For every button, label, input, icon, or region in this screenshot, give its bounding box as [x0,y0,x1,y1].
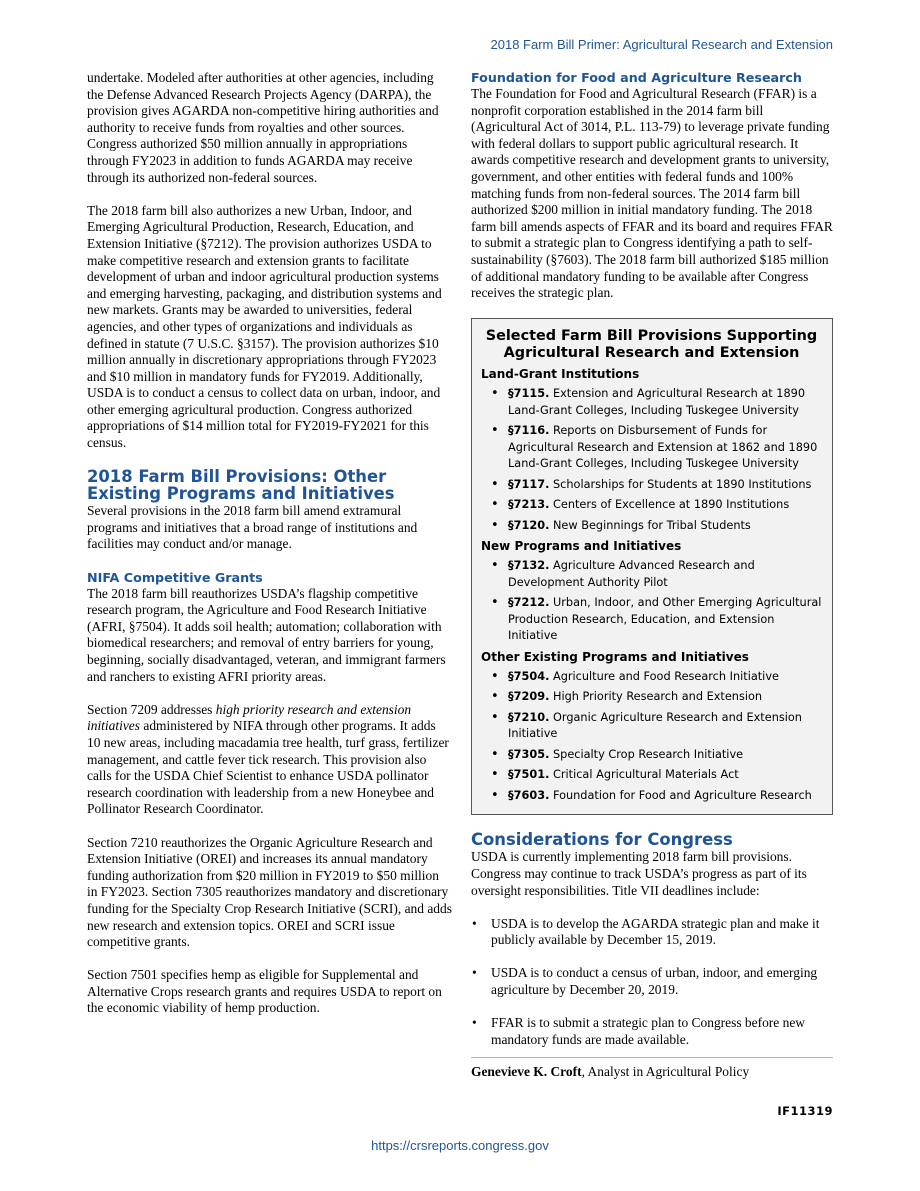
sidebar-provision-item [481,386,822,419]
provision-section-number: §7213. [508,498,550,512]
provision-section-number: §7117. [508,477,550,491]
provision-section-number: §7504. [508,669,550,683]
paragraph-other-programs-intro: Several provisions in the 2018 farm bill amend extramural programs and initiatives that a broad range of institutions and facilities may conduct and/or manage. [87,503,418,552]
sidebar-provision-item [481,497,822,514]
paragraph-section-7501: Section 7501 specifies hemp as eligible for Supplemental and Alternative Crops research grants and requires USDA to report on the economic viability of hemp production. [87,967,442,1016]
provision-section-number: §7305. [508,747,550,761]
provision-section-number: §7212. [508,596,550,610]
paragraph-urban-indoor-initiative: The 2018 farm bill also authorizes a new Urban, Indoor, and Emerging Agricultural Production, Research, Education, and Extension Initiative (§7212). The provision authorizes USDA to make competitive research and extension grants to facilitate development of urban and indoor agricultural production systems and emerging harvesting, packaging, and distribution systems and new markets. Grants may be awarded to universities, federal agencies, and other types of organizations and individuals as defined in statute (7 U.S.C. §3157). The provision authorizes $10 million annually in discretionary appropriations through FY2023 and $10 million in mandatory funds for FY2019. Additionally, USDA is to conduct a census to collect data on urban, indoor, and other emerging agricultural production. Congress authorized appropriations of $14 million total for FY2019-FY2021 for this census. [87,202,442,451]
sidebar-provision-item [481,518,822,535]
sidebar-provision-item [481,788,822,805]
deadline-item: • USDA is to develop the AGARDA strategic plan and make it publicly available by December 15, 2019. [471,916,833,949]
sidebar-provision-item [481,710,822,743]
paragraph-section-7209 [87,702,452,818]
author-name: Genevieve K. Croft [471,1064,582,1080]
provisions-sidebar [471,318,833,815]
provision-title: High Priority Research and Extension [552,690,763,704]
heading-ffar: Foundation for Food and Agriculture Research [471,70,802,85]
footer-url-link[interactable]: https://crsreports.congress.gov [371,1138,549,1153]
heading-other-existing-programs: 2018 Farm Bill Provisions: Other Existing Programs and Initiatives [87,467,395,504]
provision-section-number: §7132. [508,559,550,573]
left-column [87,70,452,1034]
sidebar-provision-item [481,669,822,686]
provision-title: Agriculture and Food Research Initiative [552,669,779,683]
provision-title: Reports on Disbursement of Funds for Agricultural Research and Extension at 1862 and 1890 Land-Grant Colleges, Including Tuskegee University [508,424,818,471]
sidebar-groups [481,366,822,804]
sidebar-provision-item [481,423,822,473]
provision-section-number: §7115. [508,387,550,401]
provision-title: Centers of Excellence at 1890 Institutions [552,498,790,512]
right-column [471,70,833,1081]
provision-section-number: §7209. [508,690,550,704]
provision-title: Critical Agricultural Materials Act [552,768,739,782]
provision-title: Scholarships for Students at 1890 Institutions [552,477,812,491]
sidebar-group-heading: Land-Grant Institutions [481,367,640,382]
paragraph-ffar: The Foundation for Food and Agricultural Research (FFAR) is a nonprofit corporation established in the 2014 farm bill (Agricultural Act of 3014, P.L. 113-79) to leverage private funding with federal dollars to support public agricultural research. It awards competitive research and development grants to university, government, and other entities with federal funds and 100% matching funds from non-federal sources. The 2014 farm bill authorized $200 million in initial mandatory funding. The 2018 farm bill amends aspects of FFAR and its board and requires FFAR to submit a strategic plan to Congress identifying a path to self-sustainability (§7603). The 2018 farm bill authorized $185 million of additional mandatory funding to be available after Congress receives the strategic plan. [471,86,833,301]
document-id: IF11319 [777,1104,833,1118]
sidebar-group-heading: New Programs and Initiatives [481,539,682,554]
provision-title: Organic Agriculture Research and Extension Initiative [508,710,802,741]
deadline-item: • USDA is to conduct a census of urban, indoor, and emerging agriculture by December 20, 2019. [471,965,833,998]
sidebar-title: Selected Farm Bill Provisions Supporting Agricultural Research and Extension [485,328,818,361]
sidebar-provision-item [481,767,822,784]
sidebar-provision-item [481,689,822,706]
heading-considerations-for-congress: Considerations for Congress [471,830,733,850]
sidebar-provision-list [481,558,822,645]
paragraph-section-7210: Section 7210 reauthorizes the Organic Agriculture Research and Extension Initiative (OREI) and increases its annual mandatory funding authorization from $20 million in FY2019 to $50 million in FY2023. Section 7305 reauthorizes mandatory and discretionary funding for the Specialty Crop Research Initiative (SCRI), and adds new research and extension topics. OREI and SCRI issue competitive grants. [87,834,452,950]
provision-title: Agriculture Advanced Research and Development Authority Pilot [508,559,755,589]
provision-title: New Beginnings for Tribal Students [552,518,751,532]
text-7209-emphasis: high priority research and extension initiatives [87,701,412,734]
provision-section-number: §7501. [508,768,550,782]
provision-title: Urban, Indoor, and Other Emerging Agricultural Production Research, Education, and Extension Initiative [508,596,822,643]
provision-section-number: §7210. [508,710,550,724]
sidebar-provision-item [481,477,822,494]
sidebar-provision-item [481,558,822,591]
running-header: 2018 Farm Bill Primer: Agricultural Research and Extension [490,37,833,52]
provision-title: Specialty Crop Research Initiative [552,747,744,761]
provision-title: Foundation for Food and Agriculture Research [552,788,812,802]
deadline-item: • FFAR is to submit a strategic plan to Congress before new mandatory funds are made available. [471,1015,833,1048]
paragraph-agarda-authorities: undertake. Modeled after authorities at other agencies, including the Defense Advanced Research Projects Agency (DARPA), the provision gives AGARDA non-competitive hiring authorities and authority to receive funds from royalties and other sources. Congress authorized $50 million annually in appropriations through FY2023 in addition to funds AGARDA may receive through its authorized non-federal sources. [87,70,439,185]
sidebar-provision-list [481,669,822,805]
provision-section-number: §7603. [508,788,550,802]
provision-section-number: §7120. [508,518,550,532]
heading-nifa-competitive-grants: NIFA Competitive Grants [87,569,263,585]
provision-section-number: §7116. [508,424,550,438]
text-7209-rest: administered by NIFA through other programs. It adds 10 new areas, including macadamia tree health, turf grass, fertilizer management, and cattle fever tick research. This provision also calls for the USDA Chief Scientist to enhance USDA pollinator research coordination with leadership from a new Honeybee and Pollinator Research Coordinator. [87,718,449,817]
sidebar-provision-item [481,747,822,764]
author-title: , Analyst in Agricultural Policy [581,1064,750,1080]
paragraph-considerations: USDA is currently implementing 2018 farm bill provisions. Congress may continue to track USDA’s progress as part of its oversight responsibilities. Title VII deadlines include: [471,849,807,898]
author-byline [471,1057,833,1081]
provision-title: Extension and Agricultural Research at 1890 Land-Grant Colleges, Including Tuskegee University [508,387,806,417]
deadline-list [471,916,833,1049]
sidebar-provision-list [481,386,822,534]
text-7209-lead: Section 7209 addresses [87,701,216,717]
sidebar-group-heading: Other Existing Programs and Initiatives [481,649,749,664]
paragraph-afri: The 2018 farm bill reauthorizes USDA’s flagship competitive research program, the Agriculture and Food Research Initiative (AFRI, §7504). It adds soil health; automation; collaboration with biomedical researchers; and removal of entry barriers for young, beginning, socially disadvantaged, veteran, and immigrant farmers and ranchers to existing AFRI priority areas. [87,585,446,684]
sidebar-provision-item [481,595,822,645]
